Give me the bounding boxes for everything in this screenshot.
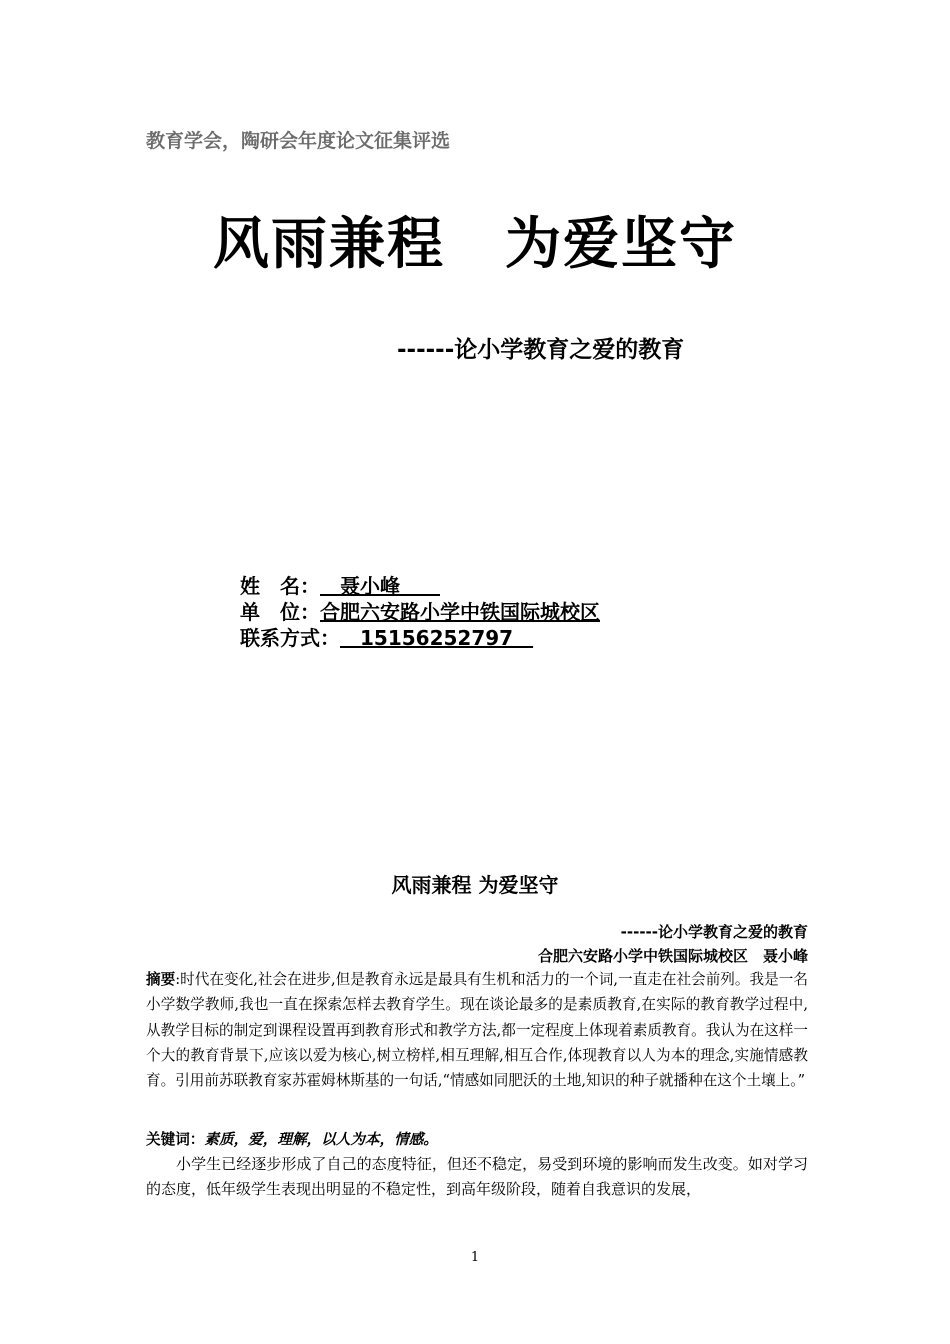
article-subtitle: ------论小学教育之爱的教育 <box>620 923 808 941</box>
keywords-paragraph <box>146 1127 808 1152</box>
unit-label: 单 位： <box>240 600 320 624</box>
keywords-label: 关键词： <box>146 1131 205 1148</box>
unit-row <box>240 596 600 625</box>
body-paragraph <box>146 1152 808 1203</box>
body-text: 小学生已经逐步形成了自己的态度特征，但还不稳定，易受到环境的影响而发生改变。如对学习的态度，低年级学生表现出明显的不稳定性，到高年级阶段，随着自我意识的发展， <box>146 1155 808 1199</box>
contact-label: 联系方式： <box>240 626 340 650</box>
header-note: 教育学会，陶研会年度论文征集评选 <box>146 130 451 152</box>
cover-title <box>0 200 950 280</box>
page-number: 1 <box>470 1250 480 1265</box>
cover-subtitle: ------论小学教育之爱的教育 <box>397 337 685 363</box>
unit-value: 合肥六安路小学中铁国际城校区 <box>320 600 600 624</box>
article-title: 风雨兼程 为爱坚守 <box>391 873 559 897</box>
cover-title-part2: 为爱坚守 <box>505 212 737 277</box>
contact-row <box>240 622 533 651</box>
contact-value: 15156252797 <box>340 626 534 650</box>
name-value: 聂小峰 <box>320 574 440 598</box>
name-label: 姓 名： <box>240 574 320 598</box>
abstract-label: 摘要 <box>146 971 176 988</box>
abstract-text: :时代在变化,社会在进步,但是教育永远是最具有生机和活力的一个词,一直走在社会前列。我是一名小学数学教师,我也一直在探索怎样去教育学生。现在谈论最多的是素质教育,在实际的教育教学过程中,从教学目标的制定到课程设置再到教育形式和教学方法,都一定程度上体现着素质教育。我认为在这样一个大的教育背景下,应该以爱为核心,树立榜样,相互理解,相互合作,体现教育以人为本的理念,实施情感教育。引用前苏联教育家苏霍姆林斯基的一句话,“情感如同肥沃的土地,知识的种子就播种在这个土壤上。” <box>146 971 808 1090</box>
cover-title-part1: 风雨兼程 <box>213 212 445 277</box>
author-line: 合肥六安路小学中铁国际城校区 聂小峰 <box>537 947 808 965</box>
abstract-paragraph <box>146 967 808 1093</box>
keywords-text: 素质，爱，理解，以人为本，情感。 <box>204 1131 438 1148</box>
name-row <box>240 570 440 599</box>
